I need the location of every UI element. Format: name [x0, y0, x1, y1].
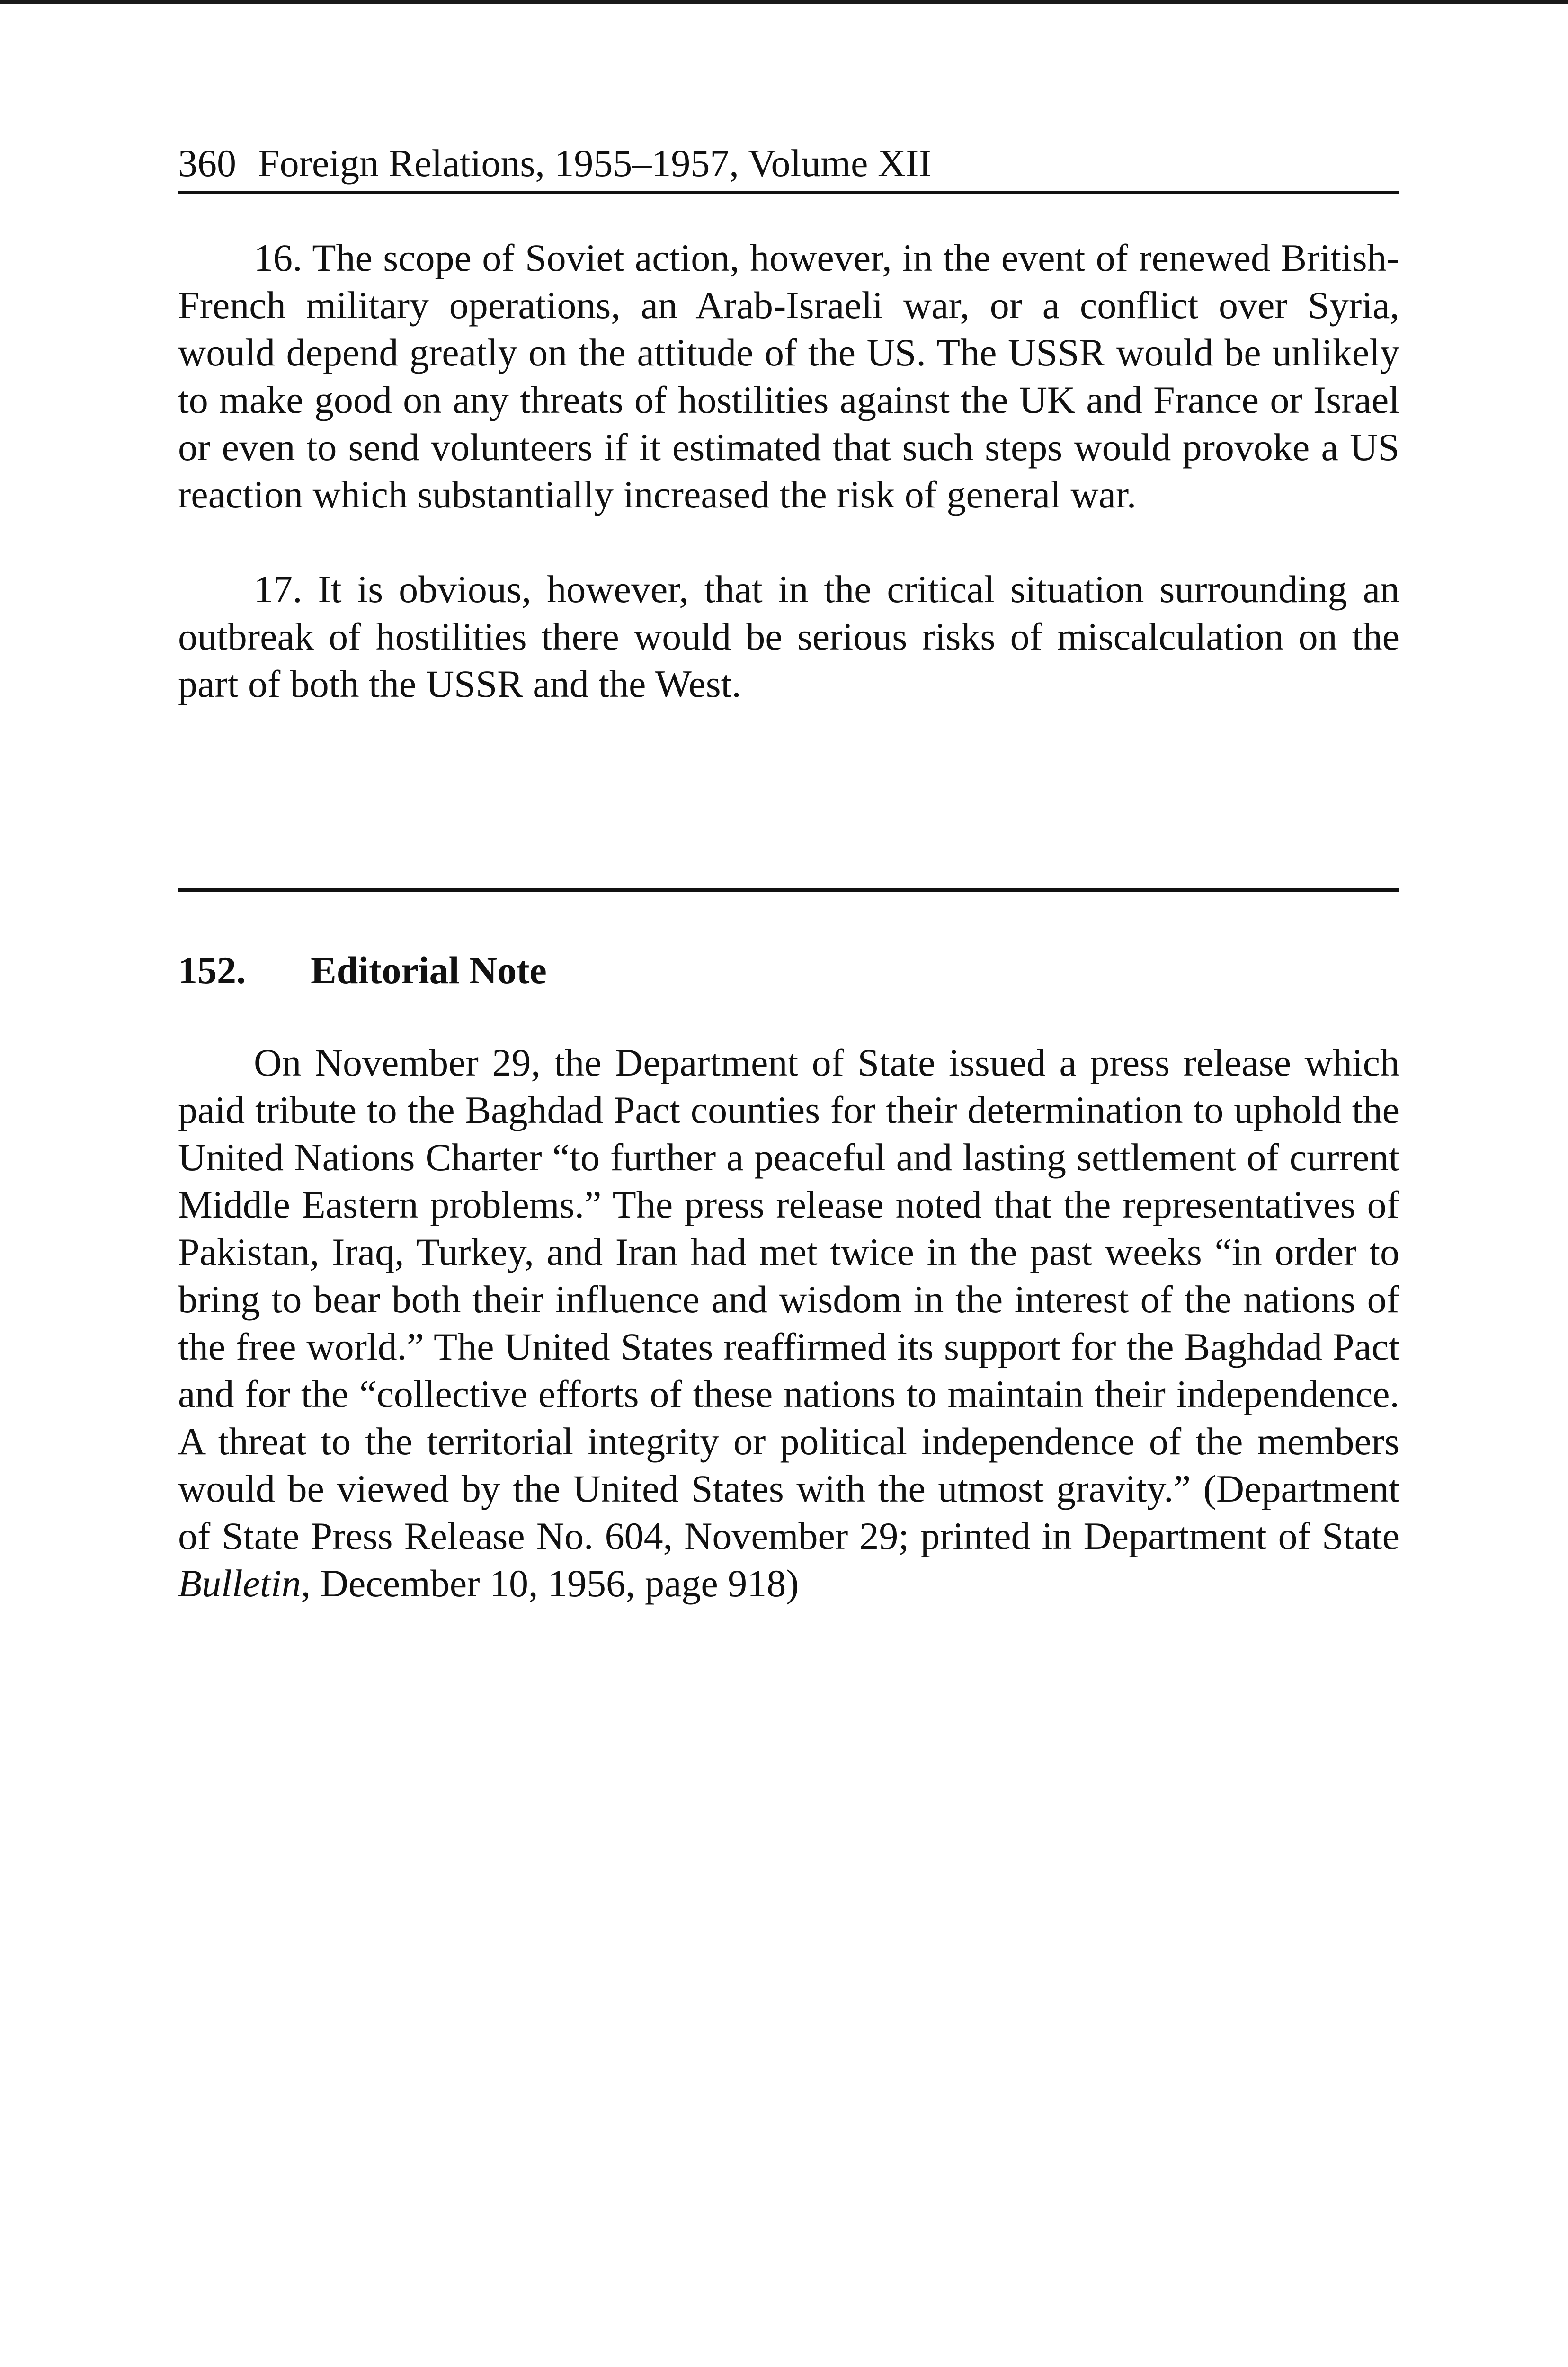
- document-number: 152.: [178, 949, 246, 992]
- editorial-note-paragraph: [178, 1039, 1399, 1607]
- running-title: Foreign Relations, 1955–1957, Volume XII: [258, 142, 932, 185]
- running-head: [178, 137, 1399, 189]
- editorial-note-text: On November 29, the Department of State issued a press release which paid tribute to the Baghdad Pact counties for their determination to uphold the United Nations Charter “to further a peaceful and lasting settlement of current Middle Eastern problems.” The press release noted that the representatives of Pakistan, Iraq, Turkey, and Iran had met twice in the past weeks “in order to bring to bear both their influence and wisdom in the interest of the nations of the free world.” The United States reaffirmed its support for the Baghdad Pact and for the “collective efforts of these nations to maintain their independence. A threat to the territorial integrity or political independence of the members would be viewed by the United States with the utmost gravity.” (Department of State Press Release No. 604, November 29; printed in Department of State: [178, 1041, 1399, 1557]
- paragraph-16: 16. The scope of Soviet action, however, in the event of renewed British-French military operations, an Arab-Israeli war, or a conflict over Syria, would depend greatly on the attitude of the US. The USSR would be unlikely to make good on any threats of hostilities against the UK and France or Israel or even to send volunteers if it estimated that such steps would provoke a US reaction which substantially increased the risk of general war.: [178, 236, 1399, 516]
- bulletin-title: Bulletin,: [178, 1562, 311, 1605]
- page-number: 360: [178, 142, 236, 185]
- paragraph-17: 17. It is obvious, however, that in the critical situation surrounding an outbreak of hostilities there would be serious risks of miscalculation on the part of both the USSR and the West.: [178, 568, 1399, 705]
- header-rule: [178, 191, 1399, 194]
- section-rule: [178, 888, 1399, 892]
- scan-top-edge: [0, 0, 1568, 4]
- section-heading: [178, 944, 547, 997]
- section-title: Editorial Note: [311, 949, 547, 992]
- editorial-note-citation: December 10, 1956, page 918): [311, 1562, 799, 1605]
